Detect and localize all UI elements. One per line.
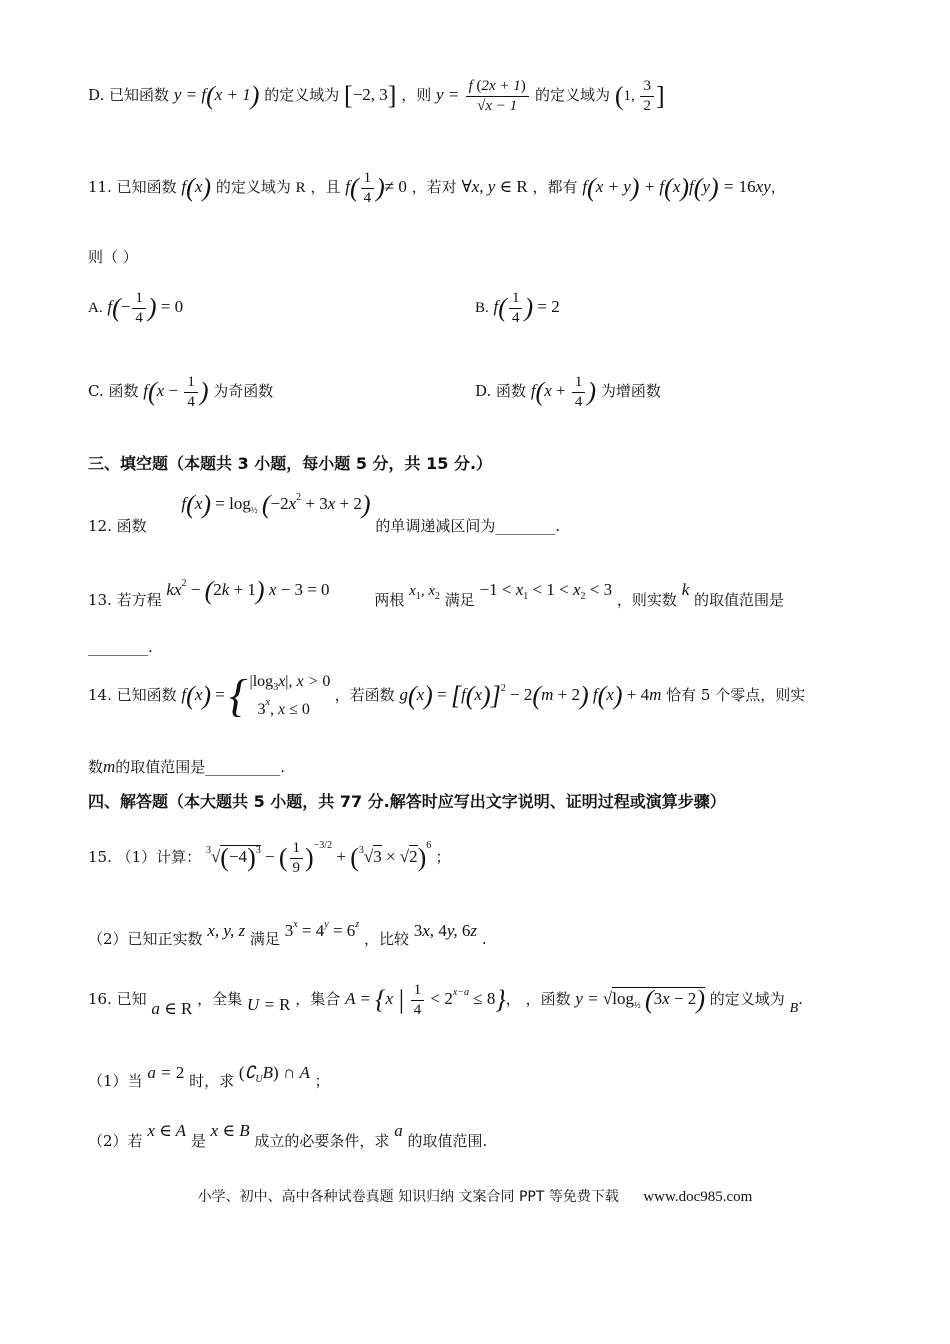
q11-option-d [475,374,661,410]
formula-set-A: A = {x | $\frac{1}{4}$ < $2^{x-a} \le 8$} [345,982,506,1018]
q16-p2-mid: 是 [190,1132,206,1150]
q16-mid1: ，全集 [197,989,243,1008]
q11-c-pre: C. 函数 [88,381,139,400]
formula-complement-B-cap-A: $(∁_UB)$ ∩ A [238,1063,310,1085]
q16-part1 [88,1063,330,1090]
formula-functional-eq: f(x + y) + f(x)f(y) = 16xy [582,173,771,202]
interval-neg2-3: [−2, 3] [344,81,397,110]
q14-mid: ，若函数 [334,685,395,704]
footer-text: 小学、初中、高中各种试卷真题 知识归纳 文案合同 PPT 等免费下载 [197,1189,619,1205]
formula-f-quarter-ne-0: f( $\frac{1}{4}$ )≠ 0 [345,170,407,206]
q11-option-b [475,290,560,326]
q12-post: 的单调递减区间为________. [375,516,561,535]
q14-pre: 14. 已知函数 [88,685,177,704]
q13-mid2: 满足 [444,590,475,609]
section-4-title: 四、解答题（本大题共 5 小题，共 77 分.解答时应写出文字说明、证明过程或演算步骤） [88,792,726,811]
q11-a-label: A. [88,299,103,316]
q14-line2-post: 的取值范围是__________. [115,758,286,776]
formula-a-in-R: a ∈ R [151,998,193,1018]
q16-p2-post: 的取值范围. [407,1132,488,1150]
q16-p2-pre: （2）若 [88,1132,143,1150]
q10-option-d [88,78,665,114]
q13-mid3: ，则实数 [616,590,677,609]
formula-x-in-A: x ∈ A [147,1121,187,1140]
q11-option-c [88,374,273,410]
q12 [88,490,561,535]
formula-forall: ∀x, y ∈ R [461,176,528,196]
q11-text3: ，若对 [411,177,457,196]
formula-y-sqrt-log: $y = √\log_{\frac{1}{2}}$ (3x − 2) [575,985,705,1014]
q11-text2: ，且 [310,177,341,196]
formula-piecewise-f: f(x) = { $|\log_3x|$, x > 0 3$^x$, x ≤ 0 [181,670,331,721]
formula-quadratic-eq: $kx^2 - (2k + 1) x - 3 = 0$ [166,576,330,605]
q16-part2 [88,1121,488,1150]
q11-option-a [88,290,183,326]
q11-d-pre: D. 函数 [475,381,527,400]
formula-x1-x2: $x_1$, $x_2$ [409,582,440,602]
formula-f-neg-quarter-eq-0: f(− $\frac{1}{4}$ ) = 0 [107,290,184,326]
q14 [88,670,805,722]
q15-p2-mid2: ，比较 [363,930,409,948]
q16-mid3: ，函数 [525,989,571,1008]
q15-part2 [88,919,487,948]
formula-inequality-chain: $-1 < x_1 < 1 < x_2 < 3$ [479,579,613,602]
q11-b-label: B. [475,299,489,316]
q11-d-post: 为增函数 [600,381,661,400]
section-3-title: 三、填空题（本题共 3 小题，每小题 5 分，共 15 分.） [88,454,493,473]
q13-pre: 13. 若方程 [88,590,162,609]
page-footer [0,1186,950,1206]
q14-line2 [88,758,285,775]
formula-f-x-plus-quarter: f(x + $\frac{1}{4}$ ) [530,374,597,410]
var-k: k [681,579,690,599]
q16-p1-mid: 时，求 [189,1072,235,1090]
q14-post: 恰有 5 个零点，则实 [666,685,806,704]
q16-p1-pre: （1）当 [88,1072,143,1090]
var-B: B [789,1000,799,1016]
formula-g-x: $g(x) = [f(x)]^2 - 2(m + 2) f(x) + 4m$ [399,681,662,710]
q15-p1-pre: 15. （1）计算： [88,847,202,866]
q15-part1 [88,840,451,876]
q14-line2-pre: 数 [88,758,104,776]
formula-exp-eq: $3^x = 4^y = 6^z$ [284,919,360,940]
formula-f-x: f(x) [181,173,212,202]
interval-1-3-2: (1, $\frac{3}{2}$ ] [614,78,665,114]
q12-pre: 12. 函数 [88,516,147,535]
formula-f-log-half: $f(x) = \log_{\frac{1}{2}} (-2x^2 + 3x + 2)$ [181,490,371,519]
q15-p2-pre: （2）已知正实数 [88,930,203,948]
formula-U-eq-R: U = R [246,994,291,1014]
q10-d-text1: 的定义域为 [264,85,340,104]
var-a: a [394,1121,403,1140]
q13-post: 的取值范围是 [694,590,785,609]
footer-url[interactable]: www.doc985.com [643,1189,753,1205]
q11-intro: 11. 已知函数 [88,177,177,196]
q11-stem: 11. 已知函数 f(x) 的定义域为 R ，且 f( $\frac{1}{4}$ )≠ 0 ，若对 ∀x, y ∈ R ，都有 f(x + y) + f(x)f(y) = 16xy， [88,170,786,206]
q16-post2: . [798,989,803,1008]
q16-pre: 16. 已知 [88,989,147,1008]
q11-text4: ，都有 [532,177,578,196]
formula-a-eq-2: a = 2 [147,1063,185,1082]
q16-mid2: ，集合 [295,989,341,1008]
q10-d-text3: 的定义域为 [535,85,611,104]
q10-d-text2: ，则 [401,85,432,104]
q15-p2-post: . [481,930,487,948]
q13 [88,576,785,609]
q15-p2-mid: 满足 [249,930,280,948]
q16-p2-mid2: 成立的必要条件，求 [254,1132,390,1150]
formula-x-in-B: x ∈ B [210,1121,250,1140]
formula-y-frac: y = $\frac{f (2x + 1)}{√x - 1}$ [436,85,535,104]
var-m: m [103,757,116,776]
set-R: R [295,179,306,196]
q11-text1: 的定义域为 [215,177,291,196]
q16-p1-post: ； [314,1072,330,1090]
q15-p1-post: ； [435,847,451,866]
formula-xyz: x, y, z [207,921,246,940]
formula-compare: 3x, 4y, 6z [413,921,478,940]
q10-d-label: D. 已知函数 [88,85,170,104]
q13-line2: ________. [88,638,153,656]
q11-c-post: 为奇函数 [213,381,274,400]
formula-f-quarter-eq-2: f( $\frac{1}{4}$ ) = 2 [493,290,560,326]
q13-mid: 两根 [374,590,405,609]
formula-y-eq-f-x-plus-1: y = f(x + 1) [173,81,260,110]
q11-then: 则（ ） [88,248,138,266]
q16-post: 的定义域为 [709,989,785,1008]
q16-stem: 16. 已知 a ∈ R ，全集 U = R ，集合 A = {x | $\frac{1}{4}$ < $2^{x-a} \le 8$}， ，函数 $y = √\log_{\frac{1}{2}}$ (3x − 2) 的定义域为 B. [88,982,803,1018]
formula-f-x-minus-quarter: f(x − $\frac{1}{4}$ ) [143,374,209,410]
formula-q15-calc: $^3√(-4)^3$ − ( $\frac{1}{9}$ )$^{-3/2} + (^3√3 \times √2)^6$ [205,839,432,876]
